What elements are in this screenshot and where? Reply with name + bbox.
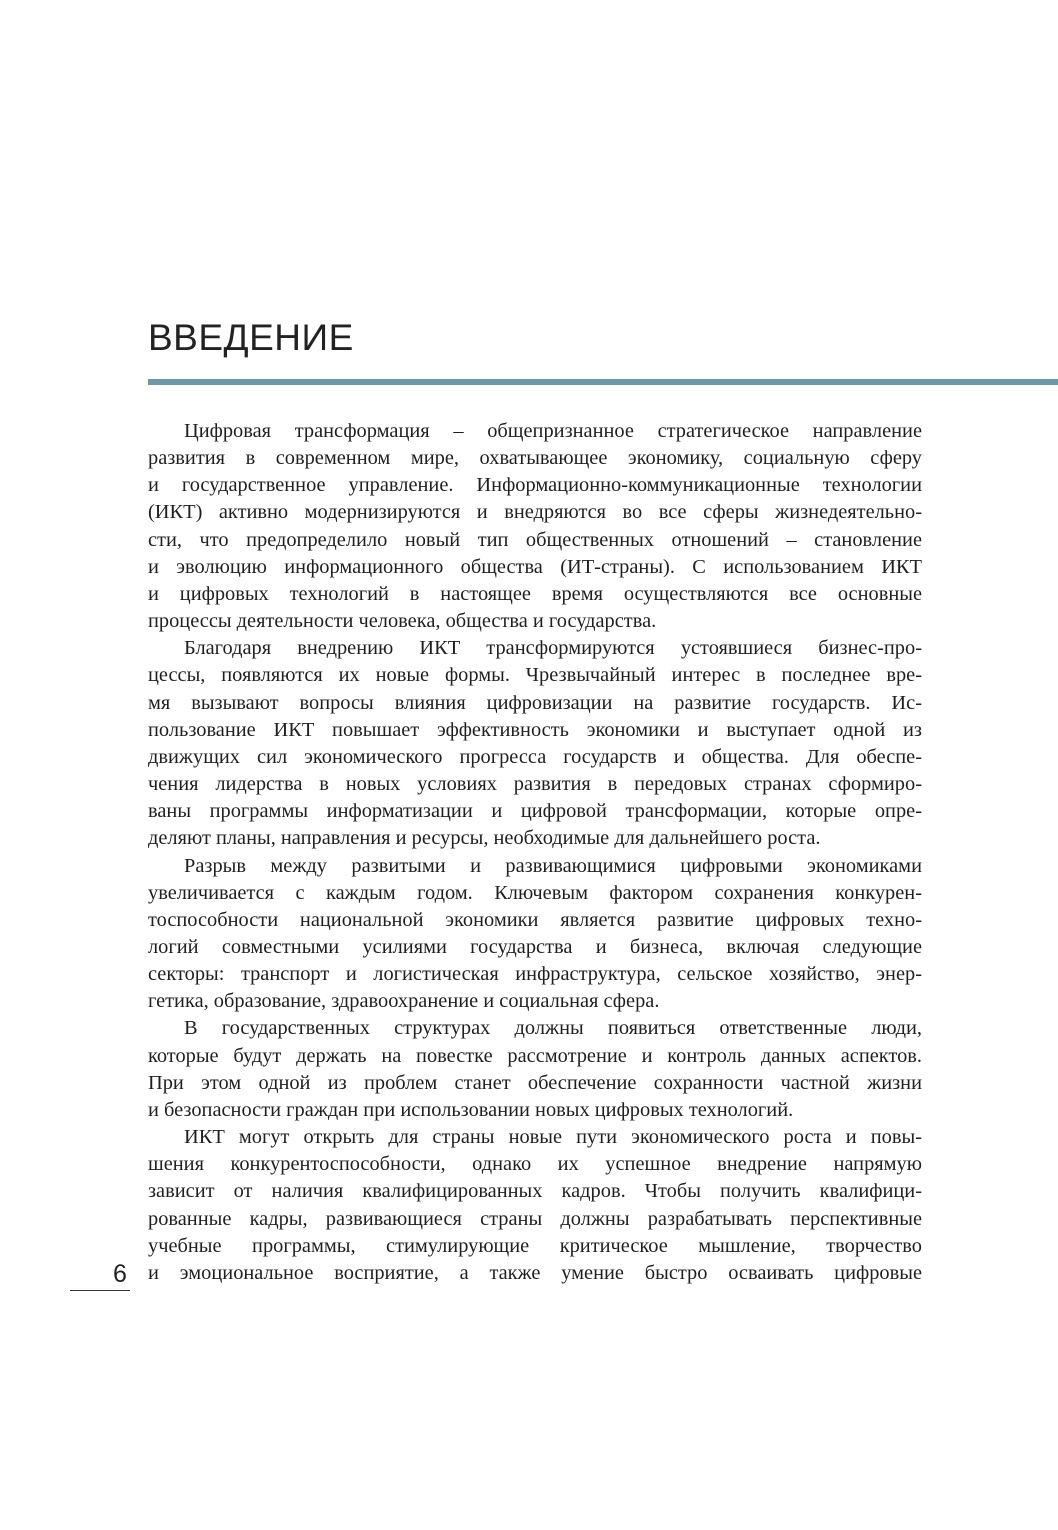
text-line: и эмоциональное восприятие, а также умение быстро осваивать цифровые [148, 1261, 922, 1284]
text-line: Разрыв между развитыми и развивающимися цифровыми экономиками [184, 854, 922, 877]
text-line: (ИКТ) активно модернизируются и внедряются во все сферы жизнедеятельно- [148, 501, 922, 524]
text-line: Цифровая трансформация – общепризнанное стратегическое направление [184, 420, 922, 442]
text-line: чения лидерства в новых условиях развития в передовых странах сформиро- [148, 773, 922, 796]
page-number: 6 [113, 1260, 127, 1288]
text-line: и цифровых технологий в настоящее время осуществляются все основные [148, 582, 922, 605]
text-line: увеличивается с каждым годом. Ключевым фактором сохранения конкурен- [148, 881, 922, 904]
title-rule [148, 379, 1058, 385]
text-line: пользование ИКТ повышает эффективность экономики и выступает одной из [148, 718, 922, 741]
text-line: шения конкурентоспособности, однако их успешное внедрение напрямую [148, 1153, 922, 1176]
text-line: процессы деятельности человека, общества и государства. [148, 610, 657, 633]
paragraph [148, 418, 922, 635]
page-title: ВВЕДЕНИЕ [148, 317, 354, 358]
text-line: рованные кадры, развивающиеся страны должны разрабатывать перспективные [148, 1207, 922, 1230]
text-line: развития в современном мире, охватывающее экономику, социальную сферу [148, 447, 922, 470]
text-line: секторы: транспорт и логистическая инфраструктура, сельское хозяйство, энер- [148, 963, 922, 986]
text-line: ваны программы информатизации и цифровой трансформации, которые опре- [148, 800, 922, 823]
text-line: и эволюцию информационного общества (ИТ-страны). С использованием ИКТ [148, 555, 922, 578]
text-line: зависит от наличия квалифицированных кадров. Чтобы получить квалифици- [148, 1180, 922, 1203]
text-line: сти, что предопределило новый тип общественных отношений – становление [148, 528, 922, 551]
paragraph [148, 1124, 922, 1287]
page-number-rule [70, 1290, 130, 1291]
paragraph [148, 1015, 922, 1124]
text-line: гетика, образование, здравоохранение и социальная сфера. [148, 990, 660, 1013]
text-line: логий совместными усилиями государства и бизнеса, включая следующие [148, 935, 922, 958]
text-line: ИКТ могут открыть для страны новые пути экономического роста и повы- [184, 1126, 922, 1149]
body-text [148, 418, 922, 1287]
text-line: деляют планы, направления и ресурсы, необходимые для дальнейшего роста. [148, 827, 821, 850]
paragraph [148, 853, 922, 1016]
text-line: мя вызывают вопросы влияния цифровизации на развитие государств. Ис- [148, 691, 922, 714]
text-line: Благодаря внедрению ИКТ трансформируются устоявшиеся бизнес-про- [184, 637, 922, 660]
text-line: учебные программы, стимулирующие критическое мышление, творчество [148, 1234, 922, 1257]
text-line: и государственное управление. Информационно-коммуникационные технологии [148, 474, 922, 497]
paragraph [148, 635, 922, 852]
text-line: При этом одной из проблем станет обеспечение сохранности частной жизни [148, 1071, 922, 1094]
text-line: и безопасности граждан при использовании новых цифровых технологий. [148, 1098, 794, 1121]
text-line: цессы, появляются их новые формы. Чрезвычайный интерес в последнее вре- [148, 664, 922, 687]
text-line: В государственных структурах должны появиться ответственные люди, [184, 1017, 922, 1040]
text-line: которые будут держать на повестке рассмотрение и контроль данных аспектов. [148, 1044, 922, 1067]
text-line: движущих сил экономического прогресса государств и общества. Для обеспе- [148, 745, 922, 768]
text-line: тоспособности национальной экономики является развитие цифровых техно- [148, 908, 922, 931]
